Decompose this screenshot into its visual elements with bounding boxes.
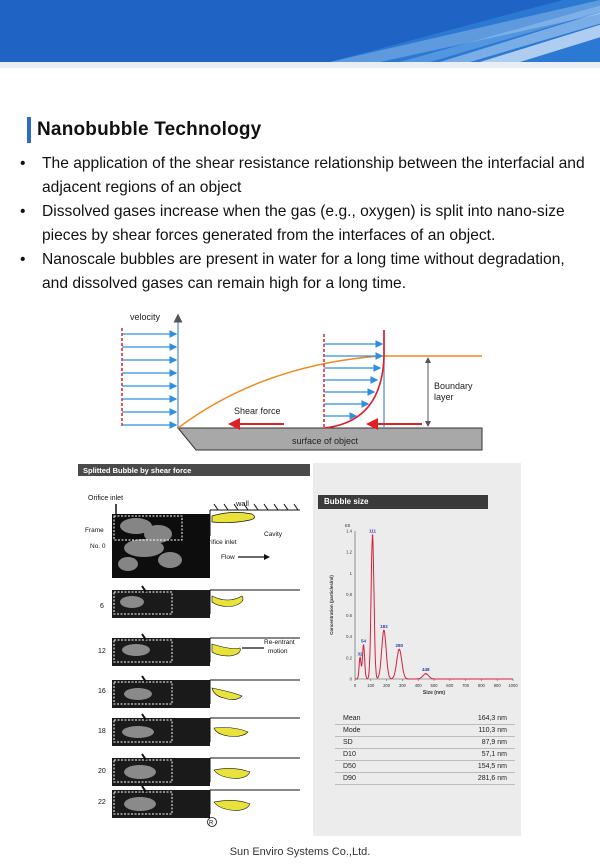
section-title [27,117,261,143]
surface-label: surface of object [292,436,359,446]
frame-zero-label: No. 0 [90,543,106,550]
bubble-size-title: Bubble size [318,495,488,509]
data-label: 54 [361,638,367,644]
x-tick-label: 1000 [508,683,518,688]
r-marker-label: R [209,820,214,827]
data-label: 280 [395,642,403,648]
list-item: • Dissolved gases increase when the gas (e.g., oxygen) is split into nano-size pieces by shear forces generated from the interfaces of an object. [14,200,589,248]
data-label: 183 [380,623,388,629]
stats-table [335,713,515,785]
series-line [355,536,513,679]
x-tick-label: 300 [398,683,406,688]
splitted-bubble-panel [78,464,310,836]
frame-number: 22 [98,799,106,806]
x-axis-label: Size (nm) [422,690,446,696]
y-tick-label: 0 [349,676,352,682]
frame-number: 6 [100,603,104,610]
x-tick-label: 600 [446,683,454,688]
data-point [372,534,374,536]
y-tick-label: 1.2 [346,549,352,555]
velocity-label: velocity [130,312,161,322]
wall-label: wall [236,499,249,508]
list-item: • The application of the shear resistance relationship between the interfacial and adjacent regions of an object [14,152,589,200]
x-tick-label: 800 [477,683,485,688]
y-exponent: E8 [345,523,351,528]
header-banner [0,0,600,68]
page-title: Nanobubble Technology [37,119,262,140]
frame-number: 16 [98,688,106,695]
bubble-size-chart [315,511,519,706]
cavity-label: Cavity [264,531,283,538]
reentrant-label-2: motion [268,648,288,655]
stat-row: Mean 164,3 nm [335,713,515,725]
data-label: 111 [369,528,377,534]
x-tick-label: 100 [367,683,375,688]
bullet-icon: • [20,251,26,268]
y-tick-label: 0.2 [346,655,352,661]
bubble-size-panel [313,463,521,836]
frame-number: 12 [98,648,106,655]
data-point [363,644,365,646]
list-item: • Nanoscale bubbles are present in water for a long time without degradation, and dissolved gases can remain high for a long time. [14,248,589,296]
y-tick-label: 0.8 [346,591,352,597]
x-tick-label: 700 [462,683,470,688]
x-tick-label: 200 [383,683,391,688]
flow-label: Flow [221,554,235,561]
data-point [425,673,427,675]
y-tick-label: 1 [349,570,352,576]
x-tick-label: 900 [493,683,501,688]
orifice-inlet-2: Orifice inlet [204,539,237,546]
frame-number: 20 [98,768,106,775]
boundary-layer-diagram [112,310,492,460]
frame-rows [112,586,300,818]
bullet-icon: • [20,155,26,172]
data-label: 448 [422,667,430,673]
reentrant-label: Re-entrant [264,639,295,646]
shear-force-label: Shear force [234,406,281,416]
data-point [383,630,385,632]
y-tick-label: 1.4 [346,528,352,534]
data-point [359,657,361,659]
stat-row: Mode 110,3 nm [335,725,515,737]
boundary-label-2: layer [434,392,454,402]
boundary-label: Boundary [434,381,473,391]
x-tick-label: 0 [353,683,357,688]
stat-row: SD 87,9 nm [335,737,515,749]
frame-label: Frame [85,527,104,534]
stat-row: D10 57,1 nm [335,749,515,761]
y-tick-label: 0.4 [346,634,352,640]
stat-row: D90 281,6 nm [335,773,515,785]
panel-title: Splitted Bubble by shear force [83,466,192,475]
bullet-icon: • [20,203,26,220]
footer-company: Sun Enviro Systems Co.,Ltd. [229,846,371,858]
x-tick-label: 500 [430,683,438,688]
data-point [398,649,400,651]
orifice-inlet-label: Orifice inlet [88,495,124,502]
bullet-list [14,152,589,296]
stat-row: D50 154,5 nm [335,761,515,773]
frame-number: 18 [98,728,106,735]
x-tick-label: 400 [414,683,422,688]
data-label: 32 [357,651,363,657]
y-axis-label: Concentration (particles/ml) [329,575,334,635]
y-tick-label: 0.6 [346,613,352,619]
